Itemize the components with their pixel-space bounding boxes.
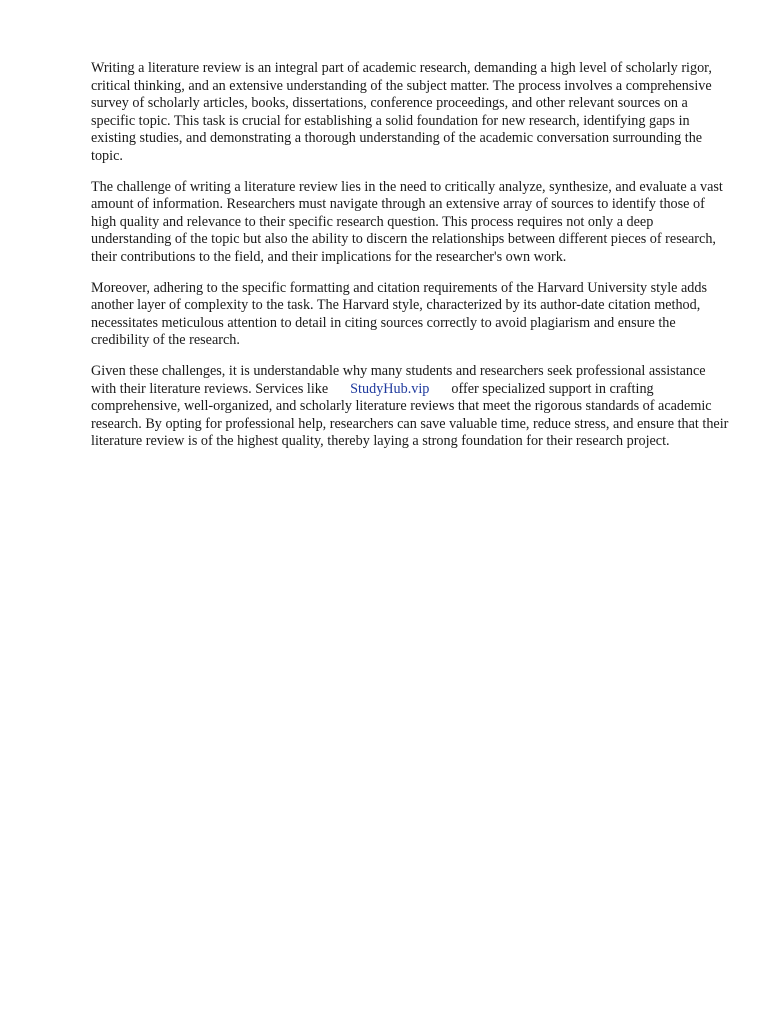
paragraph-assistance-before-link: Given these challenges, it is understandable why many students and researchers seek professional assistance with their literature reviews. Services like xyxy=(91,362,706,397)
paragraph-assistance-after-link: offer specialized support in crafting comprehensive, well-organized, and scholarly literature reviews that meet the rigorous standards of academic research. By opting for professional help, researchers can save valuable time, reduce stress, and ensure that their literature review is of the highest quality, thereby laying a strong foundation for their research project. xyxy=(91,380,729,450)
document-body xyxy=(91,60,731,464)
paragraph-harvard-style: Moreover, adhering to the specific formatting and citation requirements of the Harvard University style adds another layer of complexity to the task. The Harvard style, characterized by its author-date citation method, necessitates meticulous attention to detail in citing sources correctly to avoid plagiarism and ensure the credibility of the research. xyxy=(91,279,707,349)
paragraph-assistance xyxy=(91,363,731,451)
paragraph-challenge: The challenge of writing a literature review lies in the need to critically analyze, synthesize, and evaluate a vast amount of information. Researchers must navigate through an extensive array of sources to identify those of high quality and relevance to their specific research question. This process requires not only a deep understanding of the topic but also the ability to discern the relationships between different pieces of research, their contributions to the field, and their implications for the researcher's own work. xyxy=(91,178,723,265)
studyhub-link[interactable]: StudyHub.vip xyxy=(350,380,430,397)
paragraph-intro: Writing a literature review is an integral part of academic research, demanding a high level of scholarly rigor, critical thinking, and an extensive understanding of the subject matter. The process involves a comprehensive survey of scholarly articles, books, dissertations, conference proceedings, and other relevant sources on a specific topic. This task is crucial for establishing a solid foundation for new research, identifying gaps in existing studies, and demonstrating a thorough understanding of the academic conversation surrounding the topic. xyxy=(91,60,712,164)
